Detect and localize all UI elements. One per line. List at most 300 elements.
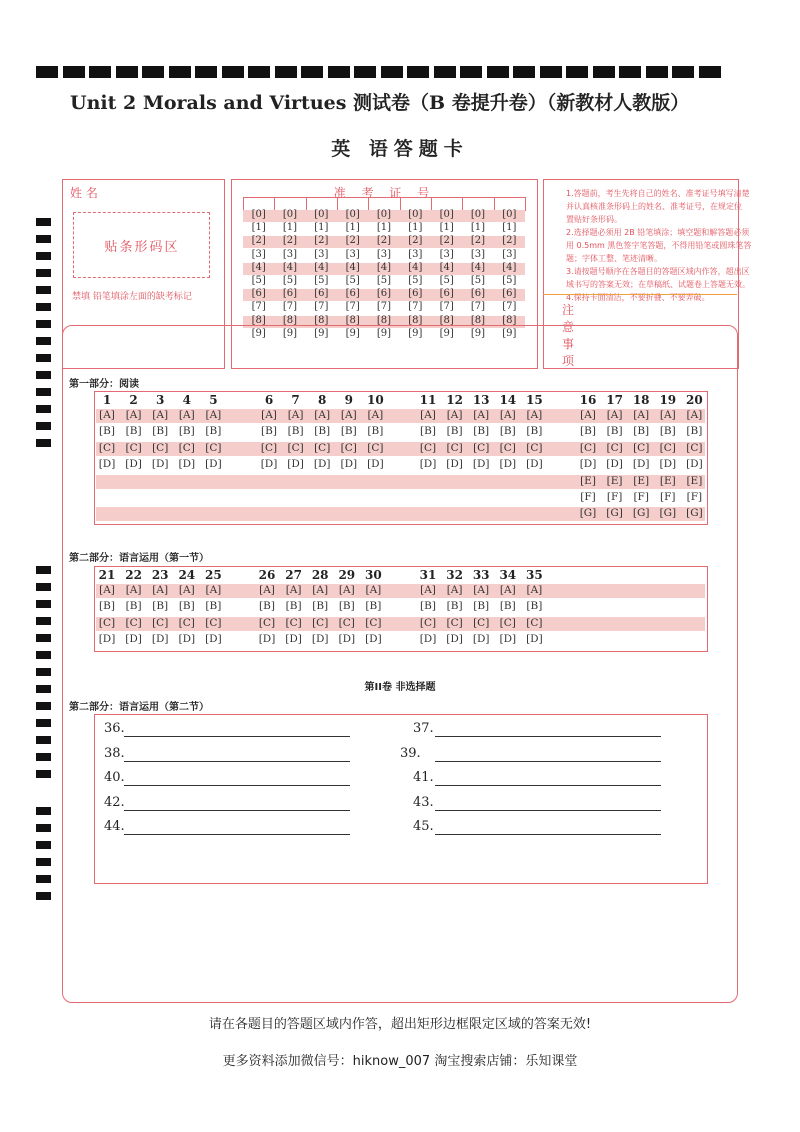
option-bubble[interactable]: [C]: [473, 441, 490, 454]
option-bubble[interactable]: [A]: [338, 584, 355, 596]
option-bubble[interactable]: [B]: [365, 600, 382, 613]
option-bubble[interactable]: [D]: [178, 633, 196, 646]
option-bubble[interactable]: [C]: [285, 616, 302, 629]
id-digit-bubble[interactable]: [8]: [282, 314, 298, 326]
option-bubble[interactable]: [A]: [152, 584, 169, 596]
option-bubble[interactable]: [B]: [99, 425, 115, 438]
option-bubble[interactable]: [E]: [580, 474, 596, 487]
id-digit-bubble[interactable]: [3]: [251, 248, 266, 260]
option-bubble[interactable]: [B]: [659, 425, 676, 438]
option-bubble[interactable]: [B]: [259, 600, 275, 613]
id-digit-bubble[interactable]: [6]: [251, 288, 266, 300]
question-number: 4: [182, 393, 191, 407]
option-bubble[interactable]: [A]: [178, 409, 195, 421]
timing-mark: [513, 66, 535, 78]
option-bubble[interactable]: [E]: [633, 474, 650, 487]
id-digit-bubble[interactable]: [5]: [502, 275, 517, 286]
option-bubble[interactable]: [C]: [499, 616, 516, 629]
id-digit-bubble[interactable]: [9]: [502, 327, 517, 339]
option-bubble[interactable]: [A]: [287, 409, 304, 421]
option-bubble[interactable]: [A]: [99, 584, 115, 596]
option-bubble[interactable]: [B]: [633, 425, 650, 438]
blank-number: 44.: [104, 819, 125, 834]
option-bubble[interactable]: [C]: [526, 616, 543, 629]
option-bubble[interactable]: [D]: [367, 458, 384, 471]
option-bubble[interactable]: [B]: [580, 425, 596, 438]
id-digit-bubble[interactable]: [0]: [470, 209, 486, 220]
id-digit-bubble[interactable]: [9]: [470, 327, 486, 339]
option-bubble[interactable]: [C]: [125, 616, 142, 629]
option-bubble[interactable]: [C]: [526, 441, 543, 454]
id-digit-bubble[interactable]: [8]: [251, 314, 266, 326]
option-bubble[interactable]: [D]: [632, 458, 650, 471]
id-digit-bubble[interactable]: [9]: [251, 327, 266, 339]
timing-mark: [36, 600, 51, 608]
id-digit-bubble[interactable]: [0]: [439, 209, 454, 220]
id-digit-bubble[interactable]: [6]: [470, 288, 486, 300]
id-digit-bubble[interactable]: [7]: [376, 301, 392, 313]
id-digit-bubble[interactable]: [9]: [376, 327, 392, 339]
option-bubble[interactable]: [D]: [340, 458, 358, 471]
notice-side-char: 项: [562, 354, 575, 368]
option-bubble[interactable]: [B]: [178, 425, 195, 438]
option-bubble[interactable]: [A]: [659, 409, 676, 421]
option-bubble[interactable]: [C]: [98, 616, 116, 629]
id-digit-bubble[interactable]: [9]: [439, 327, 454, 339]
option-bubble[interactable]: [B]: [205, 600, 222, 613]
answer-line-40[interactable]: [124, 785, 350, 786]
option-bubble[interactable]: [A]: [314, 409, 331, 421]
id-digit-bubble[interactable]: [6]: [345, 288, 360, 300]
id-digit-bubble[interactable]: [6]: [376, 288, 392, 300]
option-bubble[interactable]: [G]: [686, 507, 703, 520]
option-bubble[interactable]: [A]: [205, 584, 222, 596]
answer-line-41[interactable]: [435, 785, 661, 786]
id-digit-bubble[interactable]: [5]: [376, 275, 392, 286]
id-digit-bubble[interactable]: [8]: [439, 314, 454, 326]
option-bubble[interactable]: [F]: [660, 491, 676, 503]
option-bubble[interactable]: [A]: [606, 409, 623, 421]
option-bubble[interactable]: [D]: [526, 633, 543, 646]
id-digit-bubble[interactable]: [3]: [470, 248, 486, 260]
option-bubble[interactable]: [A]: [125, 409, 142, 421]
option-bubble[interactable]: [D]: [151, 633, 169, 646]
id-digit-bubble[interactable]: [2]: [251, 235, 266, 247]
option-bubble[interactable]: [D]: [365, 633, 382, 646]
answer-line-45[interactable]: [435, 834, 661, 835]
option-bubble[interactable]: [B]: [205, 425, 222, 438]
notice-side-char: 事: [562, 337, 575, 351]
option-bubble[interactable]: [F]: [606, 491, 623, 503]
option-bubble[interactable]: [B]: [340, 425, 357, 438]
option-bubble[interactable]: [A]: [178, 584, 195, 596]
id-digit-bubble[interactable]: [6]: [408, 288, 423, 300]
id-digit-bubble[interactable]: [4]: [408, 261, 423, 273]
answer-line-37[interactable]: [435, 736, 661, 737]
id-digit-bubble[interactable]: [4]: [376, 261, 392, 273]
timing-mark: [36, 422, 51, 430]
option-bubble[interactable]: [G]: [606, 507, 623, 520]
id-digit-bubble[interactable]: [8]: [470, 314, 486, 326]
option-bubble[interactable]: [C]: [287, 441, 304, 454]
option-bubble[interactable]: [C]: [659, 441, 676, 454]
id-digit-bubble[interactable]: [7]: [345, 301, 360, 313]
option-bubble[interactable]: [B]: [686, 425, 703, 438]
question-number: 21: [98, 568, 116, 582]
question-number: 29: [338, 568, 356, 582]
option-bubble[interactable]: [D]: [287, 458, 304, 471]
answer-line-36[interactable]: [124, 736, 350, 737]
id-digit-bubble[interactable]: [9]: [314, 327, 329, 339]
id-digit-bubble[interactable]: [5]: [470, 275, 486, 286]
page-title: Unit 2 Morals and Virtues 测试卷（B 卷提升卷）（新教材人教版）: [70, 92, 690, 114]
option-bubble[interactable]: [A]: [580, 409, 596, 421]
id-digit-bubble[interactable]: [4]: [345, 261, 360, 273]
id-digit-bubble[interactable]: [2]: [408, 235, 423, 247]
option-bubble[interactable]: [D]: [606, 458, 623, 471]
part2-answer-grid[interactable]: [94, 566, 708, 652]
id-digit-bubble[interactable]: [7]: [439, 301, 454, 313]
answer-line-43[interactable]: [435, 810, 661, 811]
option-bubble[interactable]: [C]: [152, 441, 169, 454]
id-digit-bubble[interactable]: [4]: [282, 261, 298, 273]
id-digit-bubble[interactable]: [0]: [408, 209, 423, 220]
id-digit-bubble[interactable]: [1]: [282, 222, 298, 234]
option-bubble[interactable]: [B]: [526, 425, 543, 438]
id-digit-bubble[interactable]: [4]: [502, 261, 517, 273]
option-bubble[interactable]: [A]: [261, 409, 277, 421]
option-bubble[interactable]: [D]: [258, 633, 276, 646]
option-bubble[interactable]: [C]: [606, 441, 623, 454]
option-bubble[interactable]: [A]: [367, 409, 384, 421]
id-digit-bubble[interactable]: [4]: [470, 261, 486, 273]
id-digit-bubble[interactable]: [8]: [408, 314, 423, 326]
option-bubble[interactable]: [C]: [446, 616, 463, 629]
id-digit-bubble[interactable]: [0]: [282, 209, 298, 220]
option-bubble[interactable]: [C]: [314, 441, 331, 454]
id-digit-bubble[interactable]: [3]: [282, 248, 298, 260]
option-bubble[interactable]: [A]: [285, 584, 302, 596]
option-bubble[interactable]: [A]: [152, 409, 169, 421]
id-digit-bubble[interactable]: [7]: [251, 301, 266, 313]
id-digit-bubble[interactable]: [2]: [345, 235, 360, 247]
id-digit-bubble[interactable]: [3]: [376, 248, 392, 260]
id-digit-bubble[interactable]: [1]: [314, 222, 329, 234]
option-bubble[interactable]: [A]: [499, 584, 516, 596]
blank-number: 39.: [400, 745, 421, 761]
question-number: 3: [156, 393, 165, 407]
option-bubble[interactable]: [A]: [473, 409, 490, 421]
barcode-label: 贴条形码区: [104, 240, 180, 255]
id-digit-bubble[interactable]: [5]: [439, 275, 454, 286]
id-digit-bubble[interactable]: [0]: [251, 209, 266, 220]
id-digit-bubble[interactable]: [0]: [376, 209, 392, 220]
option-bubble[interactable]: [A]: [633, 409, 650, 421]
option-bubble[interactable]: [A]: [526, 584, 543, 596]
option-bubble[interactable]: [F]: [580, 491, 596, 503]
part1-answer-grid[interactable]: [94, 391, 708, 525]
option-bubble[interactable]: [D]: [419, 633, 437, 646]
question-number: 9: [344, 393, 353, 407]
answer-line-42[interactable]: [124, 810, 350, 811]
id-digit-bubble[interactable]: [5]: [282, 275, 298, 286]
timing-mark: [593, 66, 615, 78]
option-bubble[interactable]: [C]: [260, 441, 278, 454]
absence-note: 禁填 铅笔填涂左面的缺考标记: [72, 292, 192, 302]
option-bubble[interactable]: [B]: [152, 600, 169, 613]
id-digit-bubble[interactable]: [9]: [408, 327, 423, 339]
option-bubble[interactable]: [A]: [365, 584, 382, 596]
option-bubble[interactable]: [C]: [338, 616, 355, 629]
option-bubble[interactable]: [B]: [499, 425, 516, 438]
option-bubble[interactable]: [A]: [205, 409, 222, 421]
question-number: 1: [102, 393, 112, 407]
option-bubble[interactable]: [A]: [526, 409, 543, 421]
option-bubble[interactable]: [C]: [205, 616, 222, 629]
id-digit-bubble[interactable]: [9]: [345, 327, 360, 339]
question-number: 34: [499, 568, 517, 582]
id-digit-bubble[interactable]: [1]: [408, 222, 423, 234]
id-digit-bubble[interactable]: [0]: [502, 209, 517, 220]
option-bubble[interactable]: [D]: [499, 633, 517, 646]
id-digit-bubble[interactable]: [3]: [502, 248, 517, 260]
id-digit-bubble[interactable]: [2]: [282, 235, 298, 247]
option-bubble[interactable]: [D]: [98, 458, 116, 471]
option-bubble[interactable]: [D]: [419, 458, 437, 471]
option-bubble[interactable]: [D]: [446, 458, 463, 471]
option-bubble[interactable]: [B]: [367, 425, 384, 438]
option-bubble[interactable]: [D]: [205, 633, 222, 646]
option-bubble[interactable]: [A]: [99, 409, 115, 421]
option-bubble[interactable]: [D]: [151, 458, 169, 471]
option-bubble[interactable]: [B]: [178, 600, 195, 613]
option-bubble[interactable]: [C]: [686, 441, 703, 454]
option-bubble[interactable]: [D]: [499, 458, 517, 471]
id-digit-bubble[interactable]: [8]: [314, 314, 329, 326]
option-bubble[interactable]: [D]: [472, 458, 490, 471]
option-bubble[interactable]: [B]: [261, 425, 277, 438]
answer-line-39[interactable]: [435, 761, 661, 762]
option-bubble[interactable]: [C]: [98, 441, 116, 454]
id-digit-bubble[interactable]: [2]: [502, 235, 517, 247]
id-digit-bubble[interactable]: [8]: [502, 314, 517, 326]
part3-fill-area: [94, 714, 708, 884]
timing-mark: [36, 320, 51, 328]
timing-mark: [407, 66, 429, 78]
option-bubble[interactable]: [B]: [473, 600, 490, 613]
option-bubble[interactable]: [D]: [526, 458, 543, 471]
option-bubble[interactable]: [B]: [420, 425, 436, 438]
option-bubble[interactable]: [B]: [314, 425, 331, 438]
id-digit-bubble[interactable]: [2]: [376, 235, 392, 247]
option-bubble[interactable]: [D]: [659, 458, 677, 471]
option-bubble[interactable]: [B]: [287, 425, 304, 438]
option-bubble[interactable]: [A]: [340, 409, 357, 421]
id-digit-bubble[interactable]: [7]: [282, 301, 298, 313]
option-bubble[interactable]: [B]: [446, 600, 463, 613]
timing-mark: [36, 354, 51, 362]
id-digit-bubble[interactable]: [5]: [408, 275, 423, 286]
option-bubble[interactable]: [B]: [446, 425, 463, 438]
id-digit-bubble[interactable]: [1]: [345, 222, 360, 234]
option-bubble[interactable]: [C]: [152, 616, 169, 629]
timing-mark: [36, 858, 51, 866]
id-digit-bubble[interactable]: [1]: [502, 222, 517, 234]
option-bubble[interactable]: [C]: [365, 616, 382, 629]
option-bubble[interactable]: [C]: [633, 441, 650, 454]
option-bubble[interactable]: [G]: [579, 507, 597, 520]
question-number: 18: [632, 393, 650, 407]
option-bubble[interactable]: [C]: [205, 441, 222, 454]
id-column-divider: [525, 197, 526, 211]
id-digit-bubble[interactable]: [6]: [502, 288, 517, 300]
option-bubble[interactable]: [C]: [499, 441, 516, 454]
id-digit-bubble[interactable]: [5]: [251, 275, 266, 286]
option-bubble[interactable]: [F]: [686, 491, 703, 503]
option-bubble[interactable]: [C]: [340, 441, 357, 454]
option-bubble[interactable]: [B]: [420, 600, 436, 613]
id-digit-bubble[interactable]: [2]: [439, 235, 454, 247]
id-digit-bubble[interactable]: [0]: [314, 209, 329, 220]
id-digit-bubble[interactable]: [4]: [439, 261, 454, 273]
id-digit-bubble[interactable]: [7]: [314, 301, 329, 313]
option-bubble[interactable]: [E]: [659, 474, 676, 487]
id-digit-bubble[interactable]: [6]: [282, 288, 298, 300]
option-bubble[interactable]: [D]: [260, 458, 278, 471]
option-bubble[interactable]: [C]: [446, 441, 463, 454]
option-bubble[interactable]: [C]: [419, 616, 437, 629]
id-digit-bubble[interactable]: [1]: [376, 222, 392, 234]
option-bubble[interactable]: [C]: [178, 441, 195, 454]
timing-mark: [36, 286, 51, 294]
option-bubble[interactable]: [B]: [473, 425, 490, 438]
id-digit-bubble[interactable]: [8]: [345, 314, 360, 326]
option-bubble[interactable]: [A]: [420, 409, 436, 421]
option-bubble[interactable]: [F]: [633, 491, 649, 503]
option-bubble[interactable]: [D]: [313, 458, 331, 471]
option-bubble[interactable]: [B]: [125, 425, 142, 438]
exam-id-grid[interactable]: [243, 197, 525, 343]
id-digit-bubble[interactable]: [3]: [314, 248, 329, 260]
option-bubble[interactable]: [D]: [125, 633, 142, 646]
timing-mark: [36, 770, 51, 778]
option-bubble[interactable]: [A]: [125, 584, 142, 596]
option-bubble[interactable]: [D]: [686, 458, 703, 471]
question-number: 22: [125, 568, 142, 582]
id-digit-bubble[interactable]: [9]: [282, 327, 298, 339]
option-bubble[interactable]: [D]: [311, 633, 329, 646]
option-bubble[interactable]: [B]: [312, 600, 329, 613]
option-bubble[interactable]: [A]: [420, 584, 436, 596]
id-digit-bubble[interactable]: [3]: [345, 248, 360, 260]
option-bubble[interactable]: [B]: [526, 600, 543, 613]
question-number: 7: [291, 393, 300, 407]
instruction-line: 4.保持卡面清洁，不要折叠、不要弄破。: [566, 293, 710, 302]
option-bubble[interactable]: [B]: [125, 600, 142, 613]
timing-mark: [36, 218, 51, 226]
answer-line-44[interactable]: [124, 834, 350, 835]
blank-number: 36.: [104, 721, 125, 736]
timing-mark: [434, 66, 456, 78]
id-digit-bubble[interactable]: [7]: [470, 301, 486, 313]
option-bubble[interactable]: [G]: [632, 507, 650, 520]
id-digit-bubble[interactable]: [6]: [314, 288, 329, 300]
answer-line-38[interactable]: [124, 761, 350, 762]
option-bubble[interactable]: [B]: [285, 600, 302, 613]
option-bubble[interactable]: [B]: [99, 600, 115, 613]
option-bubble[interactable]: [E]: [606, 474, 623, 487]
id-digit-bubble[interactable]: [1]: [439, 222, 454, 234]
option-bubble[interactable]: [C]: [367, 441, 384, 454]
option-bubble[interactable]: [A]: [473, 584, 490, 596]
id-digit-bubble[interactable]: [0]: [345, 209, 360, 220]
option-bubble[interactable]: [A]: [312, 584, 329, 596]
id-digit-bubble[interactable]: [5]: [314, 275, 329, 286]
option-bubble[interactable]: [D]: [98, 633, 116, 646]
option-bubble[interactable]: [A]: [686, 409, 703, 421]
timing-mark: [36, 66, 58, 78]
id-digit-bubble[interactable]: [5]: [345, 275, 360, 286]
id-digit-bubble[interactable]: [6]: [439, 288, 454, 300]
id-digit-bubble[interactable]: [4]: [314, 261, 329, 273]
timing-mark: [36, 892, 51, 900]
option-bubble[interactable]: [D]: [446, 633, 463, 646]
timing-mark: [699, 66, 721, 78]
option-bubble[interactable]: [B]: [338, 600, 355, 613]
id-digit-bubble[interactable]: [2]: [314, 235, 329, 247]
timing-mark: [36, 235, 51, 243]
option-bubble[interactable]: [C]: [473, 616, 490, 629]
option-bubble[interactable]: [C]: [125, 441, 142, 454]
option-bubble[interactable]: [C]: [178, 616, 195, 629]
option-bubble[interactable]: [C]: [419, 441, 437, 454]
id-digit-bubble[interactable]: [1]: [251, 222, 266, 234]
option-bubble[interactable]: [D]: [579, 458, 597, 471]
timing-mark: [36, 337, 51, 345]
instruction-line: 2.选择题必须用 2B 铅笔填涂；填空题和解答题必须: [566, 228, 750, 237]
option-bubble[interactable]: [D]: [205, 458, 222, 471]
option-bubble[interactable]: [D]: [285, 633, 302, 646]
id-digit-bubble[interactable]: [1]: [470, 222, 486, 234]
option-bubble[interactable]: [C]: [258, 616, 276, 629]
option-bubble[interactable]: [B]: [499, 600, 516, 613]
option-bubble[interactable]: [B]: [606, 425, 623, 438]
question-number: 35: [526, 568, 543, 582]
id-digit-bubble[interactable]: [3]: [439, 248, 454, 260]
option-bubble[interactable]: [D]: [472, 633, 490, 646]
option-bubble[interactable]: [A]: [499, 409, 516, 421]
option-bubble[interactable]: [A]: [446, 409, 463, 421]
option-bubble[interactable]: [G]: [659, 507, 677, 520]
id-digit-bubble[interactable]: [7]: [408, 301, 423, 313]
option-bubble[interactable]: [D]: [178, 458, 196, 471]
id-digit-bubble[interactable]: [4]: [251, 261, 266, 273]
id-digit-bubble[interactable]: [8]: [376, 314, 392, 326]
option-bubble[interactable]: [C]: [579, 441, 597, 454]
option-bubble[interactable]: [D]: [338, 633, 356, 646]
option-bubble[interactable]: [B]: [152, 425, 169, 438]
question-number: 16: [579, 393, 597, 407]
option-bubble[interactable]: [C]: [312, 616, 329, 629]
option-bubble[interactable]: [D]: [125, 458, 142, 471]
option-bubble[interactable]: [A]: [259, 584, 275, 596]
option-bubble[interactable]: [E]: [686, 474, 703, 487]
id-digit-bubble[interactable]: [7]: [502, 301, 517, 313]
id-digit-bubble[interactable]: [3]: [408, 248, 423, 260]
timing-mark: [36, 617, 51, 625]
option-bubble[interactable]: [A]: [446, 584, 463, 596]
id-digit-bubble[interactable]: [2]: [470, 235, 486, 247]
